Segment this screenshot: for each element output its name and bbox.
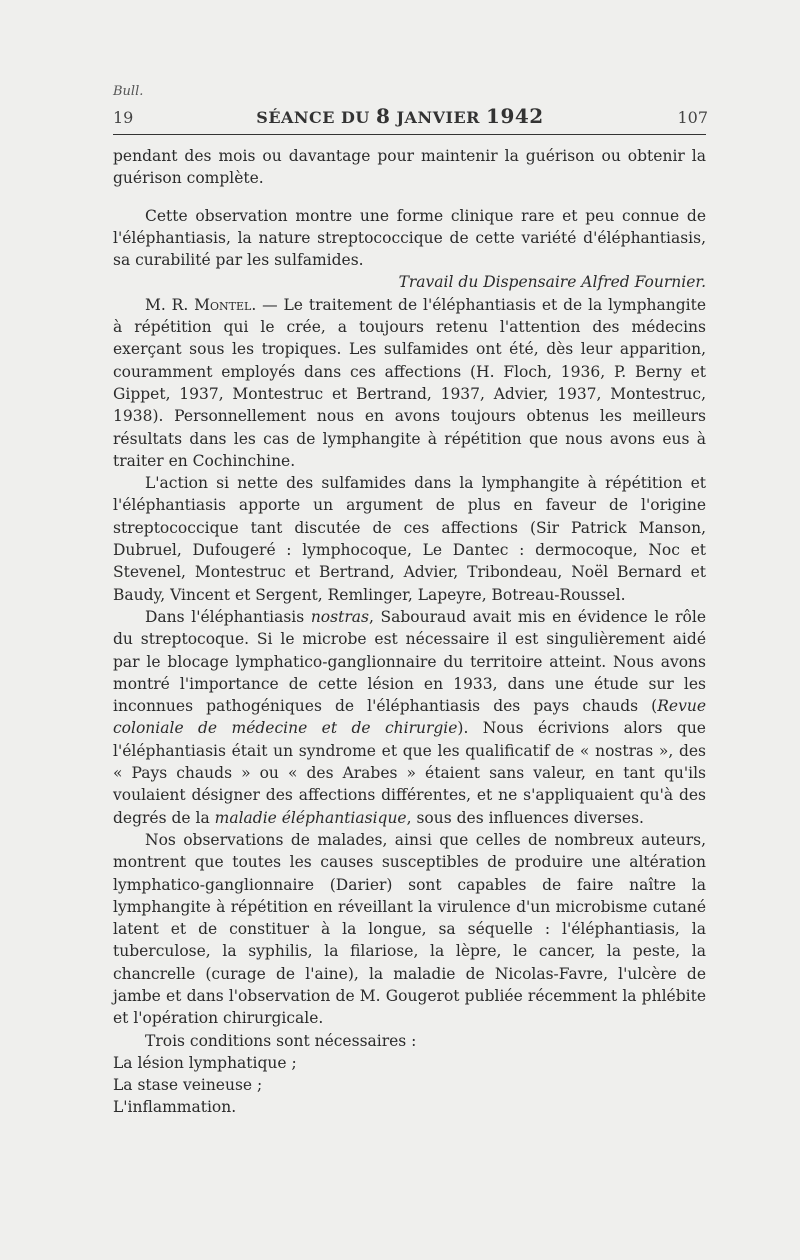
list-item: La stase veineuse ; [113,1076,263,1095]
page-number: 107 [677,108,708,127]
paragraph-observation: Cette observation montre une forme clinique rare et peu connue de l'éléphantiasis, la nature streptococcique de cette variété d'éléphantiasis, sa curabilité par les sulfamides. [113,206,706,270]
title-year: 1942 [486,104,544,128]
conditions-list [113,1052,706,1119]
signature: Travail du Dispensaire Alfred Fournier. [398,273,706,292]
paragraph-continuation: pendant des mois ou davantage pour maintenir la guérison ou obtenir la guérison complète. [113,147,706,188]
header-rule [113,134,706,135]
header-volume: 19 [113,108,134,127]
italic-segment: maladie éléphantiasique [214,808,407,827]
italic-segment: Revue coloniale de médecine et de chirurgie [113,697,706,738]
title-month: JANVIER [396,108,480,127]
header-bull: Bull. [113,84,144,99]
text-segment: , sous des influences diverses. [406,808,644,827]
paragraph-nostras [113,606,706,829]
paragraph-conditions-intro: Trois conditions sont nécessaires : [145,1031,417,1050]
body-text [113,145,706,1119]
list-item: La lésion lymphatique ; [113,1053,297,1072]
list-item: L'inflammation. [113,1098,237,1117]
text-segment: ). Nous écrivions alors que l'éléphantiasis était un syndrome et que les qualificatif de « nostras », des « Pays chauds » ou « des Arabes » étaient sans valeur, en tant qu'ils voulaient désigner des affections différentes, et ne s'appliquaient qu'à des degrés de la [113,719,706,827]
paragraph-montel [113,294,706,472]
author-name: M. R. Montel. [145,295,257,314]
text-segment: , Sabouraud avait mis en évidence le rôle du streptocoque. Si le microbe est nécessaire il est singulièrement aidé par le blocage lymphatico-ganglionnaire du territoire atteint. Nous avons montré l'importance de cette lésion en 1933, dans une étude sur les inconnues pathogéniques de l'éléphantiasis des pays chauds ( [113,607,706,716]
title-day: 8 [375,104,391,128]
italic-segment: nostras [310,607,369,626]
title-pre: SÉANCE DU [256,108,370,127]
paragraph-action: L'action si nette des sulfamides dans la lymphangite à répétition et l'éléphantiasis apporte un argument de plus en faveur de l'origine streptococcique tant discutée de ces affections (Sir Patrick Manson, Dubruel, Dufougeré : lymphocoque, Le Dantec : dermocoque, Noc et Stevenel, Montestruc et Bertrand, Advier, Tribondeau, Noël Bernard et Baudy, Vincent et Sergent, Remlinger, Lapeyre, Botreau-Roussel. [113,474,706,604]
paragraph-observations: Nos observations de malades, ainsi que celles de nombreux auteurs, montrent que toutes les causes susceptibles de produire une altération lymphatico-ganglionnaire (Darier) sont capables de faire naître la lymphangite à répétition en réveillant la virulence d'un microbisme cutané latent et de constituer à la longue, sa séquelle : l'éléphantiasis, la tuberculose, la syphilis, la filariose, la lèpre, le cancer, la peste, la chancrelle (curage de l'aine), la maladie de Nicolas-Favre, l'ulcère de jambe et dans l'observation de M. Gougerot publiée récemment la phlébite et l'opération chirurgicale. [113,830,706,1028]
text-segment: Dans l'éléphantiasis [145,607,311,626]
paragraph-montel-text: — Le traitement de l'éléphantiasis et de la lymphangite à répétition qui le crée, a toujours retenu l'attention des médecins exerçant sous les tropiques. Les sulfamides ont été, dès leur apparition, couramment employés dans ces affections (H. Floch, 1936, P. Berny et Gippet, 1937, Montestruc et Bertrand, 1937, Advier, 1937, Montestruc, 1938). Personnellement nous en avons toujours obtenus les meilleurs résultats dans les cas de lymphangite à répétition que nous avons eus à traiter en Cochinchine. [113,295,706,470]
